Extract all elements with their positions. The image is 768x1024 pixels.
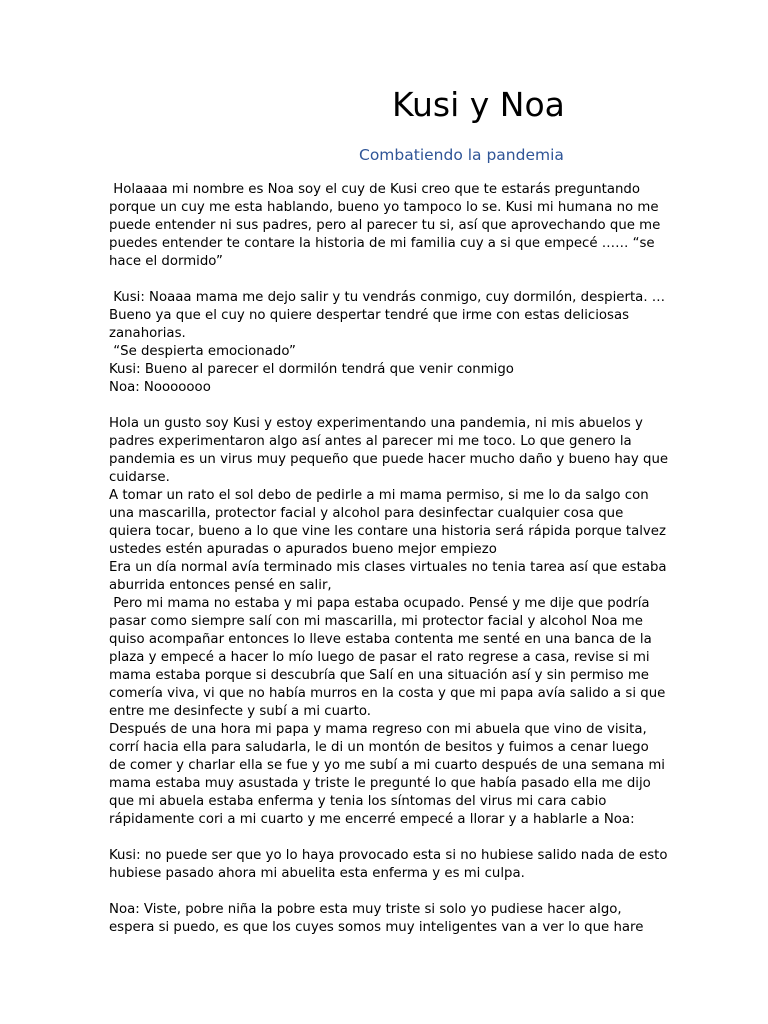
paragraph-spacer xyxy=(109,883,669,901)
paragraph-kusi-intro: Hola un gusto soy Kusi y estoy experimentando una pandemia, ni mis abuelos y padres experimentaron algo así antes al parecer mi me toco. Lo que genero la pandemia es un virus muy pequeño que puede hacer mucho daño y bueno hay que cuidarse. xyxy=(109,416,673,485)
paragraph-kusi-guilt: Kusi: no puede ser que yo lo haya provocado esta si no hubiese salido nada de esto hubiese pasado ahora mi abuelita esta enferma y es mi culpa. xyxy=(109,848,672,881)
paragraph-sun: A tomar un rato el sol debo de pedirle a mi mama permiso, si me lo da salgo con una mascarilla, protector facial y alcohol para desinfectar cualquier cosa que quiera tocar, bueno a lo que vine les contare una historia será rápida porque talvez ustedes estén apuradas o apurados bueno mejor empiezo xyxy=(109,488,671,557)
document-body xyxy=(109,181,673,937)
paragraph-spacer xyxy=(109,829,669,847)
paragraph-noa-line: Noa: Nooooooo xyxy=(109,380,211,395)
paragraph-grandmother: Después de una hora mi papa y mama regreso con mi abuela que vino de visita, corrí hacia ella para saludarla, le di un montón de besitos y fuimos a cenar luego de comer y charlar ella se fue y yo me subí a mi cuarto después de una semana mi mama estaba muy asustada y triste le pregunté lo que había pasado ella me dijo que mi abuela estaba enferma y tenia los síntomas del virus mi cara cabio rápidamente cori a mi cuarto y me encerré empecé a llorar y a hablarle a Noa: xyxy=(109,722,670,827)
document-subtitle: Combatiendo la pandemia xyxy=(359,146,564,164)
paragraph-noa-plan: Noa: Viste, pobre niña la pobre esta muy triste si solo yo pudiese hacer algo, espera si puedo, es que los cuyes somos muy inteligentes van a ver lo que hare xyxy=(109,902,644,935)
paragraph-outing: Pero mi mama no estaba y mi papa estaba ocupado. Pensé y me dije que podría pasar como siempre salí con mi mascarilla, mi protector facial y alcohol Noa me quiso acompañar entonces lo lleve estaba contenta me senté en una banca de la plaza y empecé a hacer lo mío luego de pasar el rato regrese a casa, revise si mi mama estaba porque si descubría que Salí en una situación así y sin permiso me comería viva, vi que no había murros en la costa y que mi papa avía salido a si que entre me desinfecte y subí a mi cuarto. xyxy=(109,596,670,719)
paragraph-kusi-dialogue: Kusi: Noaaa mama me dejo salir y tu vendrás conmigo, cuy dormilón, despierta. … Bueno ya que el cuy no quiere despertar tendré que irme con estas deliciosas zanahorias. xyxy=(109,290,670,341)
paragraph-spacer xyxy=(109,271,669,289)
paragraph-intro: Holaaaa mi nombre es Noa soy el cuy de Kusi creo que te estarás preguntando porque un cuy me esta hablando, bueno yo tampoco lo se. Kusi mi humana no me puede entender ni sus padres, pero al parecer tu si, así que aprovechando que me puedes entender te contare la historia de mi familia cuy a si que empecé …… “se hace el dormido” xyxy=(109,182,665,269)
paragraph-spacer xyxy=(109,397,669,415)
paragraph-stage-direction: “Se despierta emocionado” xyxy=(109,344,296,359)
document-title: Kusi y Noa xyxy=(392,85,565,124)
paragraph-normal-day: Era un día normal avía terminado mis clases virtuales no tenia tarea así que estaba aburrida entonces pensé en salir, xyxy=(109,560,671,593)
paragraph-kusi-line: Kusi: Bueno al parecer el dormilón tendrá que venir conmigo xyxy=(109,362,514,377)
